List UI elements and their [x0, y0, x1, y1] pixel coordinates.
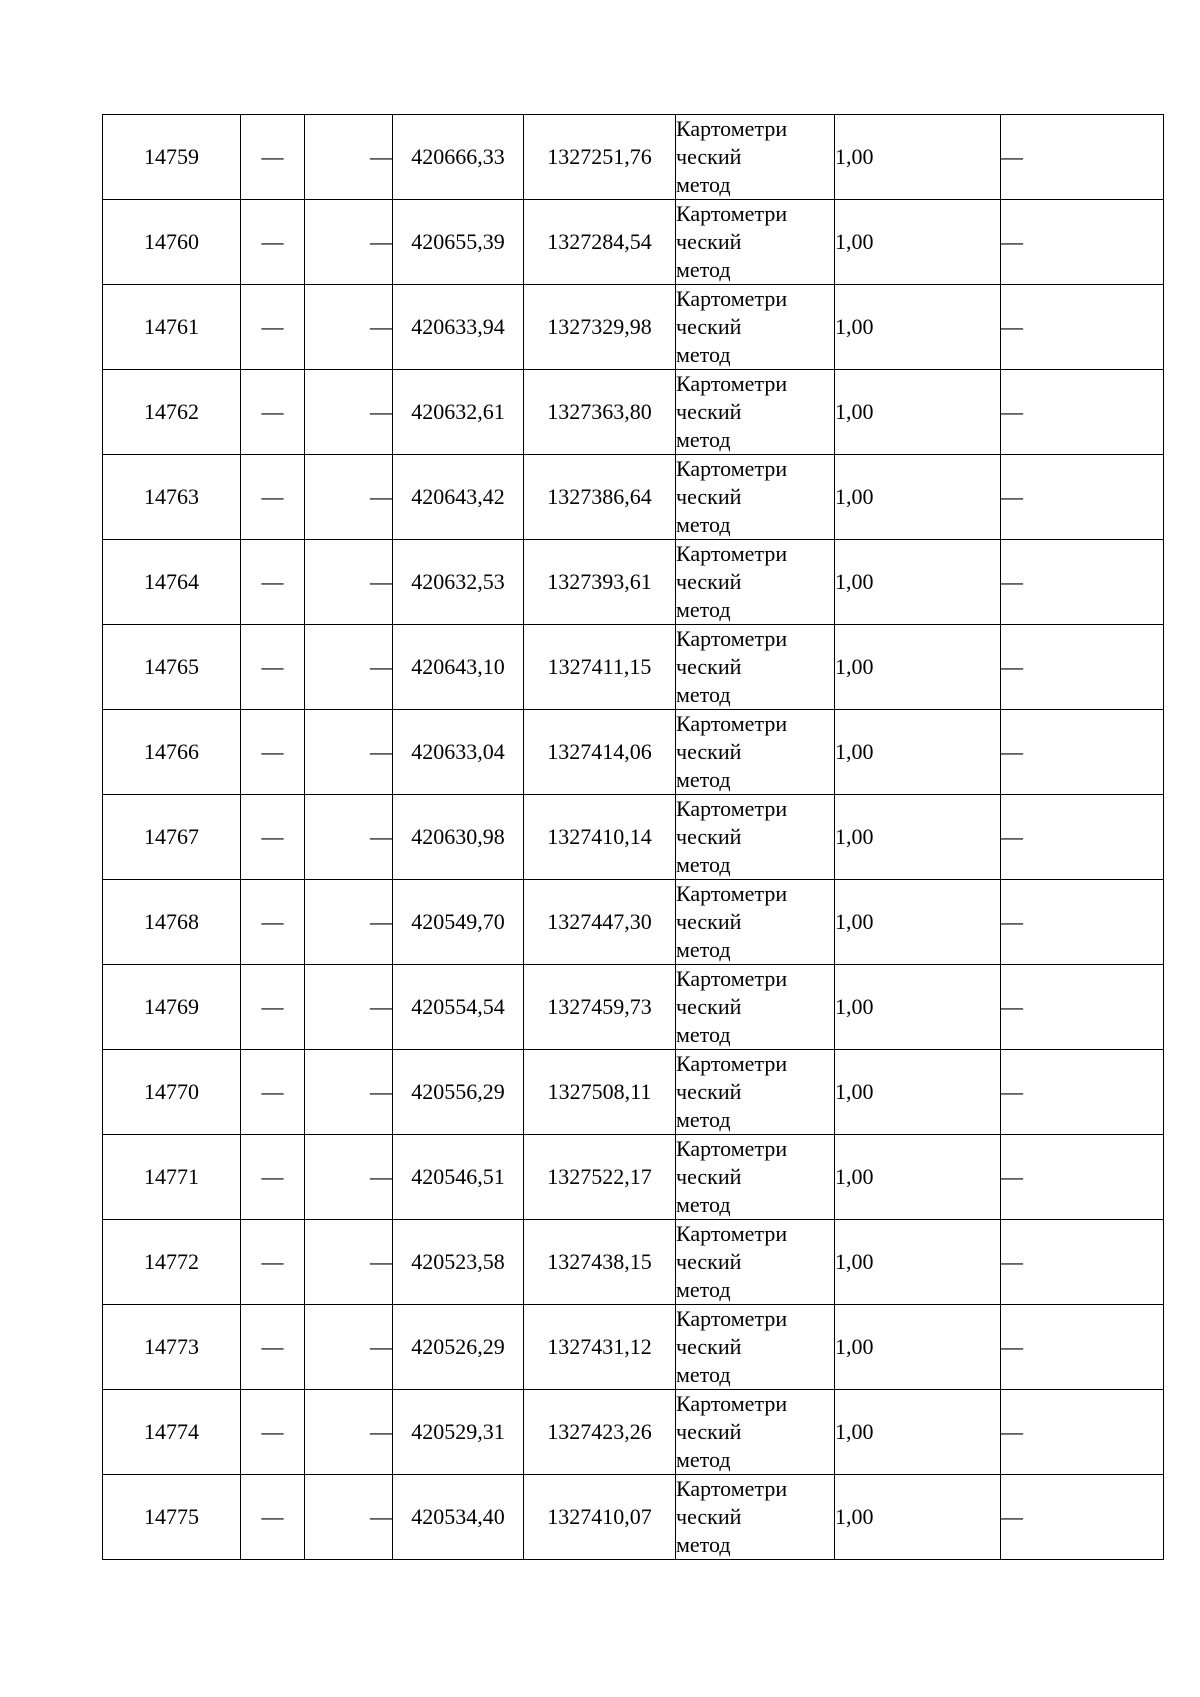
method-text-line: Картометри [676, 1136, 788, 1161]
empty-value-cell: — [1001, 1475, 1164, 1560]
x-coordinate-cell: 420554,54 [393, 965, 524, 1050]
method-text-line: Картометри [676, 371, 788, 396]
empty-value-cell: — [305, 455, 393, 540]
point-number-cell: 14772 [103, 1220, 241, 1305]
y-coordinate-cell: 1327363,80 [524, 370, 676, 455]
empty-value-cell: — [1001, 540, 1164, 625]
method-text-line: метод [676, 172, 731, 197]
method-text-line: Картометри [676, 286, 788, 311]
empty-value-cell: — [305, 370, 393, 455]
method-text-line: метод [676, 852, 731, 877]
table-row [103, 455, 1164, 540]
empty-value-cell: — [241, 880, 305, 965]
empty-value-cell: — [241, 625, 305, 710]
method-text-line: метод [676, 1532, 731, 1557]
method-cell [676, 1305, 835, 1390]
empty-value-cell: — [1001, 880, 1164, 965]
empty-value-cell: — [241, 1305, 305, 1390]
method-text-line: ческий [676, 739, 742, 764]
method-text-line: Картометри [676, 456, 788, 481]
y-coordinate-cell: 1327410,07 [524, 1475, 676, 1560]
method-cell [676, 285, 835, 370]
table-row [103, 540, 1164, 625]
empty-value-cell: — [241, 370, 305, 455]
empty-value-cell: — [305, 115, 393, 200]
method-text-line: метод [676, 512, 731, 537]
y-coordinate-cell: 1327329,98 [524, 285, 676, 370]
method-text-line: метод [676, 682, 731, 707]
method-text-line: метод [676, 1107, 731, 1132]
empty-value-cell: — [305, 625, 393, 710]
method-text-line: метод [676, 1192, 731, 1217]
empty-value-cell: — [1001, 625, 1164, 710]
method-text-line: ческий [676, 1079, 742, 1104]
method-cell [676, 710, 835, 795]
method-text-line: Картометри [676, 1476, 788, 1501]
empty-value-cell: — [305, 880, 393, 965]
empty-value-cell: — [305, 710, 393, 795]
method-text-line: ческий [676, 1164, 742, 1189]
method-cell [676, 880, 835, 965]
table-row [103, 1050, 1164, 1135]
empty-value-cell: — [241, 1135, 305, 1220]
method-text-line: метод [676, 937, 731, 962]
method-text-line: Картометри [676, 1051, 788, 1076]
empty-value-cell: — [241, 795, 305, 880]
accuracy-cell: 1,00 [835, 455, 1001, 540]
method-cell [676, 1135, 835, 1220]
method-text-line: метод [676, 427, 731, 452]
point-number-cell: 14763 [103, 455, 241, 540]
method-text-line: Картометри [676, 116, 788, 141]
method-text-line: метод [676, 1362, 731, 1387]
point-number-cell: 14766 [103, 710, 241, 795]
empty-value-cell: — [241, 455, 305, 540]
empty-value-cell: — [241, 1475, 305, 1560]
empty-value-cell: — [241, 540, 305, 625]
y-coordinate-cell: 1327508,11 [524, 1050, 676, 1135]
coordinates-table [102, 114, 1164, 1560]
accuracy-cell: 1,00 [835, 540, 1001, 625]
method-text-line: Картометри [676, 1221, 788, 1246]
table-row [103, 795, 1164, 880]
method-text-line: ческий [676, 1249, 742, 1274]
empty-value-cell: — [241, 965, 305, 1050]
method-text-line: Картометри [676, 796, 788, 821]
table-row [103, 1305, 1164, 1390]
x-coordinate-cell: 420643,10 [393, 625, 524, 710]
x-coordinate-cell: 420655,39 [393, 200, 524, 285]
table-row [103, 285, 1164, 370]
y-coordinate-cell: 1327251,76 [524, 115, 676, 200]
method-cell [676, 115, 835, 200]
x-coordinate-cell: 420632,61 [393, 370, 524, 455]
method-text-line: Картометри [676, 201, 788, 226]
method-text-line: метод [676, 1277, 731, 1302]
empty-value-cell: — [305, 1475, 393, 1560]
accuracy-cell: 1,00 [835, 1135, 1001, 1220]
empty-value-cell: — [1001, 115, 1164, 200]
table-row [103, 965, 1164, 1050]
empty-value-cell: — [1001, 710, 1164, 795]
empty-value-cell: — [1001, 1050, 1164, 1135]
accuracy-cell: 1,00 [835, 285, 1001, 370]
empty-value-cell: — [1001, 1135, 1164, 1220]
x-coordinate-cell: 420556,29 [393, 1050, 524, 1135]
x-coordinate-cell: 420643,42 [393, 455, 524, 540]
method-text-line: ческий [676, 144, 742, 169]
table-row [103, 1475, 1164, 1560]
method-text-line: ческий [676, 229, 742, 254]
point-number-cell: 14771 [103, 1135, 241, 1220]
method-text-line: ческий [676, 314, 742, 339]
y-coordinate-cell: 1327447,30 [524, 880, 676, 965]
accuracy-cell: 1,00 [835, 1050, 1001, 1135]
method-text-line: Картометри [676, 626, 788, 651]
empty-value-cell: — [1001, 1305, 1164, 1390]
y-coordinate-cell: 1327410,14 [524, 795, 676, 880]
empty-value-cell: — [305, 965, 393, 1050]
empty-value-cell: — [241, 200, 305, 285]
method-text-line: ческий [676, 909, 742, 934]
y-coordinate-cell: 1327423,26 [524, 1390, 676, 1475]
y-coordinate-cell: 1327284,54 [524, 200, 676, 285]
empty-value-cell: — [305, 1050, 393, 1135]
x-coordinate-cell: 420630,98 [393, 795, 524, 880]
method-text-line: ческий [676, 1419, 742, 1444]
empty-value-cell: — [241, 115, 305, 200]
point-number-cell: 14769 [103, 965, 241, 1050]
x-coordinate-cell: 420529,31 [393, 1390, 524, 1475]
point-number-cell: 14774 [103, 1390, 241, 1475]
method-text-line: метод [676, 767, 731, 792]
y-coordinate-cell: 1327431,12 [524, 1305, 676, 1390]
empty-value-cell: — [1001, 370, 1164, 455]
method-text-line: метод [676, 342, 731, 367]
method-text-line: ческий [676, 1334, 742, 1359]
table-row [103, 710, 1164, 795]
accuracy-cell: 1,00 [835, 625, 1001, 710]
method-cell [676, 1475, 835, 1560]
method-text-line: метод [676, 1447, 731, 1472]
empty-value-cell: — [241, 1050, 305, 1135]
empty-value-cell: — [1001, 455, 1164, 540]
y-coordinate-cell: 1327386,64 [524, 455, 676, 540]
x-coordinate-cell: 420523,58 [393, 1220, 524, 1305]
x-coordinate-cell: 420526,29 [393, 1305, 524, 1390]
method-text-line: ческий [676, 654, 742, 679]
point-number-cell: 14760 [103, 200, 241, 285]
point-number-cell: 14761 [103, 285, 241, 370]
method-text-line: Картометри [676, 1391, 788, 1416]
empty-value-cell: — [305, 200, 393, 285]
method-cell [676, 370, 835, 455]
empty-value-cell: — [305, 1305, 393, 1390]
method-text-line: ческий [676, 399, 742, 424]
empty-value-cell: — [305, 1135, 393, 1220]
empty-value-cell: — [241, 1220, 305, 1305]
method-cell [676, 540, 835, 625]
table-row [103, 880, 1164, 965]
method-text-line: Картометри [676, 966, 788, 991]
accuracy-cell: 1,00 [835, 370, 1001, 455]
empty-value-cell: — [305, 795, 393, 880]
point-number-cell: 14768 [103, 880, 241, 965]
empty-value-cell: — [305, 1220, 393, 1305]
empty-value-cell: — [241, 1390, 305, 1475]
x-coordinate-cell: 420549,70 [393, 880, 524, 965]
accuracy-cell: 1,00 [835, 115, 1001, 200]
empty-value-cell: — [1001, 200, 1164, 285]
method-cell [676, 455, 835, 540]
method-text-line: ческий [676, 484, 742, 509]
method-text-line: Картометри [676, 541, 788, 566]
accuracy-cell: 1,00 [835, 795, 1001, 880]
point-number-cell: 14765 [103, 625, 241, 710]
table-row [103, 115, 1164, 200]
empty-value-cell: — [1001, 1390, 1164, 1475]
method-cell [676, 1050, 835, 1135]
point-number-cell: 14764 [103, 540, 241, 625]
x-coordinate-cell: 420632,53 [393, 540, 524, 625]
y-coordinate-cell: 1327459,73 [524, 965, 676, 1050]
x-coordinate-cell: 420633,94 [393, 285, 524, 370]
accuracy-cell: 1,00 [835, 710, 1001, 795]
accuracy-cell: 1,00 [835, 200, 1001, 285]
method-text-line: ческий [676, 824, 742, 849]
point-number-cell: 14759 [103, 115, 241, 200]
method-cell [676, 625, 835, 710]
method-cell [676, 200, 835, 285]
method-text-line: ческий [676, 569, 742, 594]
accuracy-cell: 1,00 [835, 880, 1001, 965]
y-coordinate-cell: 1327522,17 [524, 1135, 676, 1220]
method-cell [676, 965, 835, 1050]
y-coordinate-cell: 1327414,06 [524, 710, 676, 795]
x-coordinate-cell: 420534,40 [393, 1475, 524, 1560]
empty-value-cell: — [1001, 1220, 1164, 1305]
method-text-line: метод [676, 257, 731, 282]
method-text-line: Картометри [676, 711, 788, 736]
table-row [103, 1135, 1164, 1220]
empty-value-cell: — [305, 285, 393, 370]
point-number-cell: 14773 [103, 1305, 241, 1390]
accuracy-cell: 1,00 [835, 1220, 1001, 1305]
empty-value-cell: — [241, 285, 305, 370]
table-row [103, 370, 1164, 455]
point-number-cell: 14770 [103, 1050, 241, 1135]
table-row [103, 625, 1164, 710]
method-text-line: ческий [676, 994, 742, 1019]
accuracy-cell: 1,00 [835, 965, 1001, 1050]
y-coordinate-cell: 1327411,15 [524, 625, 676, 710]
method-text-line: ческий [676, 1504, 742, 1529]
method-text-line: метод [676, 1022, 731, 1047]
x-coordinate-cell: 420546,51 [393, 1135, 524, 1220]
y-coordinate-cell: 1327438,15 [524, 1220, 676, 1305]
point-number-cell: 14775 [103, 1475, 241, 1560]
method-cell [676, 795, 835, 880]
table-body [103, 115, 1164, 1560]
empty-value-cell: — [1001, 795, 1164, 880]
method-text-line: Картометри [676, 881, 788, 906]
x-coordinate-cell: 420633,04 [393, 710, 524, 795]
accuracy-cell: 1,00 [835, 1390, 1001, 1475]
method-cell [676, 1220, 835, 1305]
method-text-line: Картометри [676, 1306, 788, 1331]
empty-value-cell: — [305, 1390, 393, 1475]
method-text-line: метод [676, 597, 731, 622]
empty-value-cell: — [1001, 285, 1164, 370]
point-number-cell: 14762 [103, 370, 241, 455]
x-coordinate-cell: 420666,33 [393, 115, 524, 200]
point-number-cell: 14767 [103, 795, 241, 880]
accuracy-cell: 1,00 [835, 1475, 1001, 1560]
table-row [103, 1390, 1164, 1475]
method-cell [676, 1390, 835, 1475]
y-coordinate-cell: 1327393,61 [524, 540, 676, 625]
accuracy-cell: 1,00 [835, 1305, 1001, 1390]
table-row [103, 200, 1164, 285]
empty-value-cell: — [1001, 965, 1164, 1050]
table-row [103, 1220, 1164, 1305]
empty-value-cell: — [241, 710, 305, 795]
empty-value-cell: — [305, 540, 393, 625]
